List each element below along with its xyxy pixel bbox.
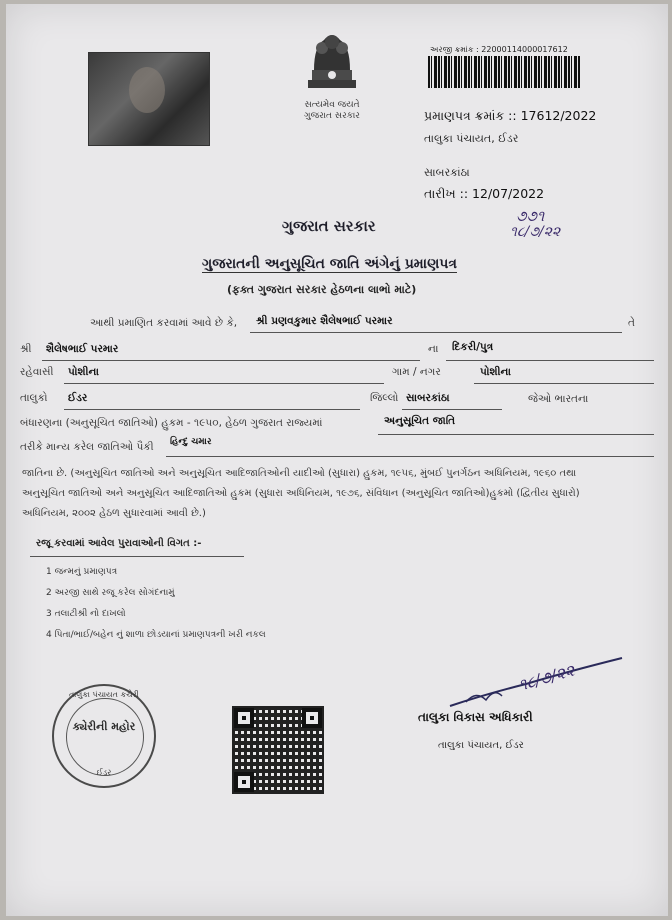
seal-middle-text: ક્યેરીની મહોર [72, 720, 136, 733]
national-emblem-icon [300, 26, 364, 96]
intro-text: આથી પ્રમાણિત કરવામાં આવે છે કે, [90, 317, 238, 329]
holder-name: શ્રી પ્રણવકુમાર શૈલેષભાઈ પરમાર [256, 315, 393, 327]
document-item-3: 3 તલાટીશ્રી નો દાખલો [46, 609, 126, 619]
govt-title: ગુજરાત સરકાર [282, 217, 376, 235]
caste-type: અનુસૂચિત જાતિ [384, 415, 456, 427]
legal-paragraph [22, 464, 652, 524]
barcode [428, 56, 580, 88]
emblem-caption-2: ગુજરાત સરકાર [304, 111, 360, 121]
document-item-1: 1 જન્મનું પ્રમાણપત્ર [46, 567, 118, 577]
qr-code [232, 706, 324, 794]
shri-label: શ્રી [20, 343, 32, 355]
seal-bottom-text: ઈડર [96, 768, 112, 777]
legal-paragraph-line-1: જાતિના છે. (અનુસૂચિત જાતિઓ અને અનુસૂચિત આદિજાતિઓની યાદીઓ (સુધારા) હુકમ, ૧૯૫૬, મુંબઈ પુનર્ગઠન અધિનિયમ, ૧૯૬૦ તથા [22, 468, 577, 479]
handwritten-ref-2: ૧૮/૭/૨૨ [510, 224, 561, 240]
handwritten-ref-1: ૭૭૧ [516, 207, 545, 225]
district-label: જિલ્લો [370, 392, 399, 404]
resident-label: રહેવાસી [20, 366, 54, 378]
issuing-office: તાલુકા પંચાયત, ઈડર [424, 132, 519, 145]
district-value: સાબરકાંઠા [406, 392, 450, 404]
certificate-title: ગુજરાતની અનુસૂચિત જાતિ અંગેનું પ્રમાણપત્ર [202, 256, 458, 272]
issuing-district: સાબરકાંઠા [424, 166, 470, 179]
village-value: પોશીના [480, 366, 511, 378]
recognized-text: તરીકે માન્ય કરેલ જાતિઓ પૈકી [20, 441, 154, 453]
signature-date: ૧૮/૭/૨૨ [516, 660, 577, 695]
te-label: તે [628, 317, 635, 329]
certificate-page [6, 4, 668, 916]
village-label: ગામ / નગર [392, 366, 441, 378]
constitution-text: બંધારણના (અનુસૂચિત જાતિઓ) હુકમ - ૧૯૫૦, હેઠળ ગુજરાત રાજ્યમાં [20, 417, 323, 429]
bharat-label: જેઓ ભારતના [528, 393, 589, 405]
certificate-subtitle: (ફક્ત ગુજરાત સરકાર હેઠળના લાભો માટે) [227, 283, 417, 296]
caste-value: હિન્દુ ચમાર [170, 437, 212, 447]
father-name: શૈલેષભાઈ પરમાર [46, 343, 119, 355]
relation: દિકરી/પુત્ર [452, 341, 494, 353]
taluka-value: ઈડર [68, 392, 88, 404]
document-item-4: 4 પિતા/ભાઈ/બહેન નું શાળા છોડયાનાં પ્રમાણપત્રની ખરી નકલ [46, 630, 266, 640]
document-item-2: 2 અરજી સાથે રજૂ કરેલ સોગંદનામું [46, 588, 175, 598]
office-seal [52, 684, 156, 788]
resident-value: પોશીના [68, 366, 99, 378]
emblem-caption-1: સત્યમેવ જયતે [304, 100, 360, 110]
signatory-title: તાલુકા વિકાસ અધિકારી [418, 710, 533, 724]
seal-top-text: તાલુકા પંચાયત કચેરી [69, 690, 139, 699]
documents-title: રજૂ કરવામાં આવેલ પુરાવાઓની વિગત :- [36, 538, 202, 549]
taluka-label: તાલુકો [20, 392, 48, 404]
certificate-number: પ્રમાણપત્ર ક્રમાંક :: 17612/2022 [424, 108, 597, 123]
legal-paragraph-line-3: અધિનિયમ, ૨૦૦૨ હેઠળ સુધારવામાં આવી છે.) [22, 508, 206, 519]
application-number: અરજી ક્રમાંક : 22000114000017612 [430, 45, 568, 54]
legal-paragraph-line-2: અનુસૂચિત જાતિઓ અને અનુસૂચિત આદિજાતિઓ હુકમ (સુધારા અધિનિયમ, ૧૯૭૬, સંવિધાન (અનુસૂચિત જાતિઓ)હુકમો (દ્વિતીય સુધારો) [22, 488, 580, 499]
applicant-photo [88, 52, 210, 146]
issue-date: તારીખ :: 12/07/2022 [424, 186, 545, 201]
na-label: ના [428, 343, 439, 355]
signatory-office: તાલુકા પંચાયત, ઈડર [438, 740, 524, 751]
